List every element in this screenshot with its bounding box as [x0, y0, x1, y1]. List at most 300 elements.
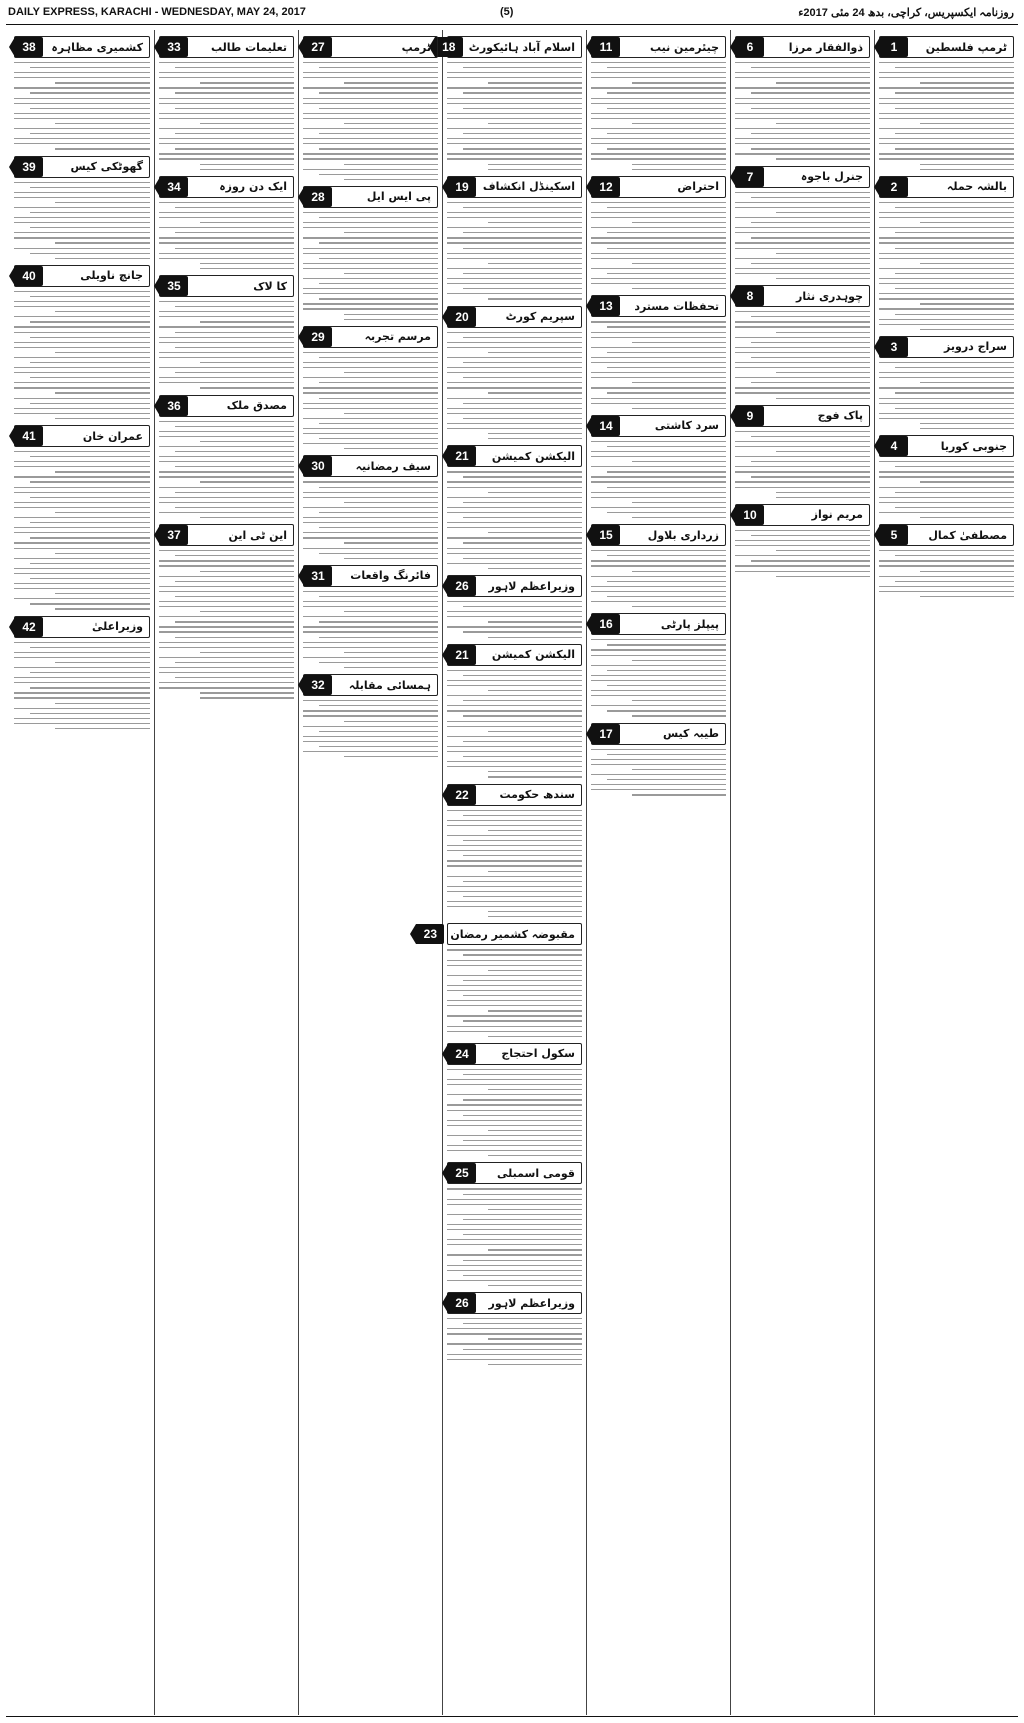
- text-line: [159, 128, 294, 129]
- text-line: [463, 1140, 582, 1141]
- story-headline-bar: [735, 285, 870, 307]
- text-line: [879, 377, 1014, 378]
- story-text-lines: [14, 451, 150, 610]
- text-line: [463, 631, 582, 632]
- story-headline: الیکشن کمیشن: [491, 449, 575, 463]
- text-line: [751, 92, 870, 93]
- text-line: [735, 337, 870, 338]
- text-line: [159, 253, 294, 254]
- story-number-badge: 19: [448, 177, 476, 197]
- text-line: [920, 329, 1015, 330]
- text-line: [14, 652, 150, 653]
- text-line: [879, 278, 1014, 279]
- text-line: [14, 72, 150, 73]
- text-line: [591, 278, 726, 279]
- news-story: [14, 616, 150, 730]
- text-line: [447, 342, 582, 343]
- text-line: [488, 222, 583, 223]
- text-line: [735, 540, 870, 541]
- text-line: [159, 258, 294, 259]
- text-line: [200, 611, 295, 612]
- text-line: [14, 192, 150, 193]
- text-line: [14, 642, 150, 643]
- text-line: [447, 138, 582, 139]
- text-line: [175, 108, 294, 109]
- news-story: [879, 435, 1014, 518]
- story-number-badge: 42: [15, 617, 43, 637]
- story-headline-bar: [735, 166, 870, 188]
- text-line: [591, 586, 726, 587]
- news-story: [423, 923, 582, 1037]
- text-line: [447, 695, 582, 696]
- text-line: [488, 1130, 583, 1131]
- text-line: [447, 367, 582, 368]
- text-line: [920, 303, 1015, 304]
- news-story: [447, 644, 582, 778]
- story-text-lines: [447, 601, 582, 638]
- text-line: [463, 756, 582, 757]
- page-number: (5): [500, 6, 514, 18]
- text-line: [488, 871, 583, 872]
- text-line: [344, 558, 439, 559]
- text-line: [14, 382, 150, 383]
- text-line: [200, 222, 295, 223]
- story-text-lines: [879, 362, 1014, 429]
- text-line: [159, 642, 294, 643]
- text-line: [735, 273, 870, 274]
- story-number-badge: 14: [592, 416, 620, 436]
- text-line: [159, 601, 294, 602]
- text-line: [14, 527, 150, 528]
- text-line: [607, 232, 726, 233]
- text-line: [200, 441, 295, 442]
- text-line: [447, 845, 582, 846]
- text-line: [607, 446, 726, 447]
- story-headline-bar: [447, 176, 582, 198]
- story-headline: سکول احتجاج: [501, 1047, 575, 1061]
- story-text-lines: [303, 481, 438, 558]
- text-line: [200, 481, 295, 482]
- news-story: [303, 326, 438, 450]
- story-headline-bar: [591, 524, 726, 546]
- text-line: [879, 72, 1014, 73]
- text-line: [591, 497, 726, 498]
- text-line: [303, 362, 438, 363]
- text-line: [463, 273, 582, 274]
- text-line: [14, 197, 150, 198]
- text-line: [14, 573, 150, 574]
- story-number-badge: 11: [592, 37, 620, 57]
- story-text-lines: [14, 291, 150, 419]
- text-line: [607, 273, 726, 274]
- text-line: [447, 242, 582, 243]
- text-line: [447, 128, 582, 129]
- text-line: [344, 721, 439, 722]
- page-bottom-rule: [6, 1716, 1018, 1717]
- text-line: [303, 606, 438, 607]
- story-text-lines: [447, 332, 582, 440]
- story-text-lines: [591, 62, 726, 170]
- news-story: [735, 504, 870, 577]
- story-number-badge: 26: [448, 576, 476, 596]
- text-line: [591, 103, 726, 104]
- story-headline: ٹرمپ فلسطین: [925, 40, 1007, 54]
- text-line: [175, 232, 294, 233]
- text-line: [895, 67, 1014, 68]
- news-story: [159, 36, 294, 170]
- text-line: [488, 1089, 583, 1090]
- story-number-badge: 8: [736, 286, 764, 306]
- text-line: [14, 118, 150, 119]
- story-text-lines: [591, 441, 726, 518]
- text-line: [735, 72, 870, 73]
- story-text-lines: [159, 550, 294, 698]
- text-line: [879, 576, 1014, 577]
- text-line: [920, 423, 1015, 424]
- story-headline-bar: [591, 613, 726, 635]
- news-story: [447, 445, 582, 569]
- text-line: [303, 293, 438, 294]
- text-line: [447, 850, 582, 851]
- text-line: [159, 631, 294, 632]
- text-line: [879, 242, 1014, 243]
- text-line: [447, 901, 582, 902]
- news-story: [303, 186, 438, 320]
- text-line: [488, 1010, 583, 1011]
- text-line: [14, 367, 150, 368]
- text-line: [895, 408, 1014, 409]
- story-number-badge: 21: [448, 446, 476, 466]
- text-line: [895, 555, 1014, 556]
- news-story: [14, 156, 150, 259]
- text-line: [447, 1239, 582, 1240]
- story-number-badge: 3: [880, 337, 908, 357]
- text-line: [776, 158, 871, 159]
- text-line: [159, 626, 294, 627]
- text-line: [14, 708, 150, 709]
- text-line: [632, 169, 727, 170]
- text-line: [447, 398, 582, 399]
- text-line: [175, 637, 294, 638]
- text-line: [488, 1209, 583, 1210]
- text-line: [591, 550, 726, 551]
- story-headline: ہمسائی مقابلہ: [348, 678, 431, 692]
- text-line: [319, 527, 438, 528]
- text-line: [175, 555, 294, 556]
- text-line: [447, 1229, 582, 1230]
- text-line: [776, 398, 871, 399]
- text-line: [751, 197, 870, 198]
- story-headline: بالشہ حملہ: [946, 180, 1007, 194]
- text-line: [447, 507, 582, 508]
- news-story: [735, 36, 870, 160]
- text-line: [303, 222, 438, 223]
- story-headline: مصطفیٰ کمال: [928, 528, 1007, 542]
- text-line: [591, 387, 726, 388]
- text-line: [319, 298, 438, 299]
- story-number-badge: 13: [592, 296, 620, 316]
- text-line: [303, 253, 438, 254]
- text-line: [159, 113, 294, 114]
- text-line: [488, 438, 583, 439]
- text-line: [607, 352, 726, 353]
- text-line: [895, 207, 1014, 208]
- text-line: [14, 387, 150, 388]
- text-line: [159, 431, 294, 432]
- text-line: [447, 751, 582, 752]
- story-headline-bar: [447, 1162, 582, 1184]
- text-line: [591, 217, 726, 218]
- text-line: [447, 382, 582, 383]
- text-line: [735, 481, 870, 482]
- text-line: [344, 372, 439, 373]
- text-line: [447, 253, 582, 254]
- text-line: [344, 542, 439, 543]
- text-line: [591, 507, 726, 508]
- text-line: [319, 423, 438, 424]
- story-headline: عمران خان: [82, 429, 143, 443]
- text-line: [591, 377, 726, 378]
- text-line: [159, 565, 294, 566]
- news-story: [879, 36, 1014, 170]
- story-headline-bar: [447, 306, 582, 328]
- story-headline: مریم نواز: [811, 508, 863, 522]
- story-text-lines: [303, 352, 438, 450]
- text-line: [463, 995, 582, 996]
- text-line: [879, 143, 1014, 144]
- story-headline-bar: [735, 405, 870, 427]
- story-text-lines: [303, 700, 438, 757]
- text-line: [735, 326, 870, 327]
- text-line: [30, 92, 150, 93]
- newspaper-page: [6, 30, 1018, 1715]
- text-line: [447, 293, 582, 294]
- text-line: [447, 1343, 582, 1344]
- text-line: [30, 563, 150, 564]
- text-line: [776, 451, 871, 452]
- text-line: [607, 754, 726, 755]
- text-line: [463, 148, 582, 149]
- text-line: [591, 237, 726, 238]
- text-line: [175, 92, 294, 93]
- text-line: [159, 550, 294, 551]
- text-line: [632, 164, 727, 165]
- text-line: [591, 451, 726, 452]
- text-line: [607, 326, 726, 327]
- story-headline: تعلیمات طالب: [211, 40, 287, 54]
- story-text-lines: [879, 461, 1014, 518]
- text-line: [303, 138, 438, 139]
- story-text-lines: [14, 62, 150, 150]
- masthead-english-dateline: DAILY EXPRESS, KARACHI - WEDNESDAY, MAY 24, 2017: [8, 6, 306, 18]
- text-line: [488, 771, 583, 772]
- text-line: [447, 1005, 582, 1006]
- text-line: [447, 103, 582, 104]
- text-line: [30, 481, 150, 482]
- text-line: [463, 1260, 582, 1261]
- story-number-badge: 10: [736, 505, 764, 525]
- text-line: [735, 227, 870, 228]
- text-line: [175, 621, 294, 622]
- story-text-lines: [159, 202, 294, 269]
- text-line: [735, 347, 870, 348]
- story-headline: ذوالفقار مرزا: [788, 40, 863, 54]
- text-line: [591, 138, 726, 139]
- text-line: [735, 98, 870, 99]
- text-line: [463, 362, 582, 363]
- text-line: [55, 258, 150, 259]
- text-line: [751, 316, 870, 317]
- text-line: [303, 377, 438, 378]
- text-line: [879, 87, 1014, 88]
- text-line: [159, 326, 294, 327]
- story-headline: جانچ ناویلی: [80, 269, 143, 283]
- text-line: [463, 92, 582, 93]
- news-story: [303, 36, 438, 180]
- text-line: [447, 1026, 582, 1027]
- story-headline: وزیراعلیٰ: [91, 620, 143, 634]
- text-line: [632, 660, 727, 661]
- text-line: [488, 532, 583, 533]
- text-line: [447, 736, 582, 737]
- text-line: [591, 705, 726, 706]
- text-line: [591, 560, 726, 561]
- text-line: [447, 217, 582, 218]
- story-text-lines: [159, 301, 294, 389]
- story-number-badge: 29: [304, 327, 332, 347]
- text-line: [447, 408, 582, 409]
- text-line: [303, 626, 438, 627]
- news-story: [735, 166, 870, 280]
- text-line: [488, 492, 583, 493]
- story-text-lines: [303, 212, 438, 320]
- story-headline: سیف رمضانیہ: [355, 459, 431, 473]
- text-line: [159, 62, 294, 63]
- text-line: [344, 179, 439, 180]
- text-line: [920, 263, 1015, 264]
- text-line: [30, 321, 150, 322]
- text-line: [591, 749, 726, 750]
- text-line: [895, 466, 1014, 467]
- text-line: [879, 403, 1014, 404]
- text-line: [463, 418, 582, 419]
- text-line: [879, 319, 1014, 320]
- text-line: [319, 283, 438, 284]
- text-line: [303, 418, 438, 419]
- text-line: [447, 258, 582, 259]
- text-line: [30, 713, 150, 714]
- text-line: [607, 248, 726, 249]
- text-line: [344, 123, 439, 124]
- text-line: [735, 311, 870, 312]
- text-line: [447, 726, 582, 727]
- news-story: [303, 455, 438, 558]
- text-line: [447, 626, 582, 627]
- text-line: [14, 357, 150, 358]
- text-line: [175, 492, 294, 493]
- story-text-lines: [735, 530, 870, 577]
- text-line: [488, 298, 583, 299]
- text-line: [14, 692, 150, 693]
- text-line: [303, 522, 438, 523]
- text-line: [895, 108, 1014, 109]
- story-headline: قومی اسمبلی: [497, 1166, 575, 1180]
- text-line: [175, 426, 294, 427]
- text-line: [751, 237, 870, 238]
- text-line: [344, 164, 439, 165]
- text-line: [879, 158, 1014, 159]
- text-line: [175, 332, 294, 333]
- story-text-lines: [447, 471, 582, 569]
- text-line: [159, 657, 294, 658]
- text-line: [879, 237, 1014, 238]
- text-line: [488, 637, 583, 638]
- text-line: [159, 87, 294, 88]
- story-text-lines: [447, 202, 582, 300]
- text-line: [447, 87, 582, 88]
- story-number-badge: 36: [160, 396, 188, 416]
- text-line: [319, 217, 438, 218]
- text-line: [303, 352, 438, 353]
- text-line: [591, 492, 726, 493]
- news-story: [735, 405, 870, 498]
- text-line: [463, 1234, 582, 1235]
- news-story: [591, 415, 726, 518]
- story-headline-bar: [879, 524, 1014, 546]
- text-line: [879, 77, 1014, 78]
- text-line: [735, 392, 870, 393]
- news-story: [879, 176, 1014, 330]
- text-line: [14, 316, 150, 317]
- text-line: [879, 253, 1014, 254]
- story-number-badge: 41: [15, 426, 43, 446]
- text-line: [159, 497, 294, 498]
- text-line: [488, 731, 583, 732]
- text-line: [14, 342, 150, 343]
- story-number-badge: 32: [304, 675, 332, 695]
- text-line: [776, 123, 871, 124]
- text-line: [488, 123, 583, 124]
- text-line: [591, 690, 726, 691]
- text-line: [895, 314, 1014, 315]
- text-line: [607, 555, 726, 556]
- text-line: [607, 108, 726, 109]
- text-line: [735, 446, 870, 447]
- text-line: [735, 466, 870, 467]
- text-line: [303, 288, 438, 289]
- text-line: [303, 736, 438, 737]
- text-line: [319, 746, 438, 747]
- story-headline-bar: [159, 36, 294, 58]
- text-line: [303, 616, 438, 617]
- text-line: [879, 118, 1014, 119]
- text-line: [879, 138, 1014, 139]
- text-line: [776, 332, 871, 333]
- text-line: [735, 232, 870, 233]
- text-line: [159, 242, 294, 243]
- text-line: [14, 507, 150, 508]
- text-line: [463, 1275, 582, 1276]
- text-line: [55, 123, 150, 124]
- text-line: [879, 502, 1014, 503]
- text-line: [200, 387, 295, 388]
- text-line: [55, 703, 150, 704]
- text-line: [488, 970, 583, 971]
- text-line: [14, 548, 150, 549]
- text-line: [159, 158, 294, 159]
- text-line: [735, 143, 870, 144]
- text-line: [303, 392, 438, 393]
